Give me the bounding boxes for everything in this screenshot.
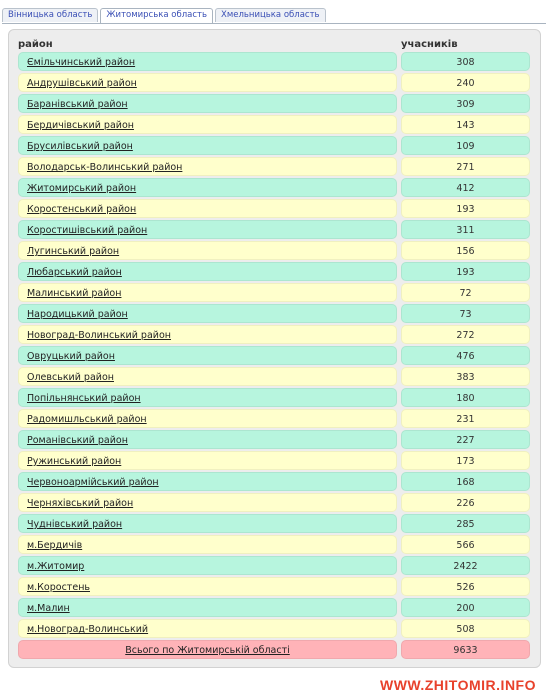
district-link[interactable]: Малинський район [27, 288, 122, 299]
district-cell [18, 409, 397, 428]
participants-table-panel [8, 29, 541, 668]
table-row [18, 178, 530, 197]
participants-count-cell: 231 [401, 409, 530, 428]
district-link[interactable]: Ємільчинський район [27, 57, 136, 68]
district-link[interactable]: м.Новоград-Волинський [27, 624, 149, 635]
table-row [18, 241, 530, 260]
district-cell [18, 283, 397, 302]
district-link[interactable]: Олевський район [27, 372, 114, 383]
table-row [18, 598, 530, 617]
district-link[interactable]: Житомирський район [27, 183, 137, 194]
table-row [18, 367, 530, 386]
district-link[interactable]: м.Житомир [27, 561, 85, 572]
participants-count-cell: 566 [401, 535, 530, 554]
table-row [18, 157, 530, 176]
tab-zhytomyr[interactable]: Житомирська область [100, 8, 213, 24]
district-link[interactable]: Ружинський район [27, 456, 122, 467]
table-row [18, 220, 530, 239]
tab-divider [2, 23, 546, 24]
participants-count-cell: 200 [401, 598, 530, 617]
table-row [18, 73, 530, 92]
participants-count-cell: 412 [401, 178, 530, 197]
district-link[interactable]: Брусилівський район [27, 141, 133, 152]
district-cell [18, 535, 397, 554]
district-link[interactable]: Коростишівський район [27, 225, 148, 236]
total-count-cell: 9633 [401, 640, 530, 659]
district-cell [18, 493, 397, 512]
district-cell [18, 367, 397, 386]
table-row [18, 535, 530, 554]
participants-count-cell: 272 [401, 325, 530, 344]
total-label-cell [18, 640, 397, 659]
participants-count-cell: 193 [401, 262, 530, 281]
district-cell [18, 241, 397, 260]
participants-count-cell: 156 [401, 241, 530, 260]
participants-count-cell: 226 [401, 493, 530, 512]
district-link[interactable]: Радомишльський район [27, 414, 147, 425]
district-cell [18, 136, 397, 155]
district-cell [18, 472, 397, 491]
participants-count-cell: 143 [401, 115, 530, 134]
district-cell [18, 157, 397, 176]
district-cell [18, 52, 397, 71]
district-cell [18, 115, 397, 134]
table-row [18, 409, 530, 428]
district-cell [18, 262, 397, 281]
district-link[interactable]: Лугинський район [27, 246, 120, 257]
district-link[interactable]: м.Коростень [27, 582, 90, 593]
participants-count-cell: 308 [401, 52, 530, 71]
district-cell [18, 556, 397, 575]
participants-count-cell: 285 [401, 514, 530, 533]
table-row [18, 304, 530, 323]
participants-count-cell: 173 [401, 451, 530, 470]
district-link[interactable]: Романівський район [27, 435, 128, 446]
district-cell [18, 325, 397, 344]
district-cell [18, 199, 397, 218]
district-link[interactable]: Народицький район [27, 309, 128, 320]
participants-count-cell: 526 [401, 577, 530, 596]
district-link[interactable]: Новоград-Волинський район [27, 330, 171, 341]
total-row [18, 640, 530, 659]
participants-count-cell: 180 [401, 388, 530, 407]
participants-count-cell: 168 [401, 472, 530, 491]
tab-khmelnytskyi[interactable]: Хмельницька область [215, 8, 326, 22]
participants-count-cell: 240 [401, 73, 530, 92]
district-cell [18, 73, 397, 92]
participants-count-cell: 311 [401, 220, 530, 239]
table-row [18, 199, 530, 218]
table-row [18, 514, 530, 533]
district-link[interactable]: Володарськ-Волинський район [27, 162, 183, 173]
district-cell [18, 577, 397, 596]
total-link[interactable]: Всього по Житомирській області [125, 645, 290, 656]
district-link[interactable]: м.Малин [27, 603, 70, 614]
table-row [18, 346, 530, 365]
participants-count-cell: 109 [401, 136, 530, 155]
participants-count-cell: 193 [401, 199, 530, 218]
district-link[interactable]: м.Бердичів [27, 540, 83, 551]
table-row [18, 556, 530, 575]
district-cell [18, 220, 397, 239]
header-district: район [18, 39, 53, 50]
district-cell [18, 514, 397, 533]
table-row [18, 388, 530, 407]
table-row [18, 493, 530, 512]
tab-vinnytsia[interactable]: Вінницька область [2, 8, 98, 22]
participants-count-cell: 72 [401, 283, 530, 302]
district-cell [18, 451, 397, 470]
table-row [18, 94, 530, 113]
region-tabs [2, 8, 328, 23]
participants-count-cell: 476 [401, 346, 530, 365]
district-link[interactable]: Любарський район [27, 267, 122, 278]
header-participants: учасників [401, 39, 458, 50]
participants-count-cell: 73 [401, 304, 530, 323]
district-cell [18, 304, 397, 323]
table-row [18, 472, 530, 491]
table-row [18, 52, 530, 71]
table-row [18, 451, 530, 470]
table-row [18, 115, 530, 134]
district-cell [18, 388, 397, 407]
district-cell [18, 598, 397, 617]
district-link[interactable]: Андрушівський район [27, 78, 137, 89]
table-row [18, 430, 530, 449]
participants-count-cell: 271 [401, 157, 530, 176]
district-cell [18, 619, 397, 638]
district-link[interactable]: Червоноармійський район [27, 477, 159, 488]
table-row [18, 262, 530, 281]
district-cell [18, 94, 397, 113]
participants-count-cell: 383 [401, 367, 530, 386]
district-link[interactable]: Бердичівський район [27, 120, 134, 131]
table-row [18, 325, 530, 344]
table-row [18, 577, 530, 596]
participants-count-cell: 309 [401, 94, 530, 113]
table-row [18, 136, 530, 155]
participants-count-cell: 2422 [401, 556, 530, 575]
district-link[interactable]: Попільнянський район [27, 393, 141, 404]
district-link[interactable]: Черняхівський район [27, 498, 134, 509]
site-watermark: WWW.ZHITOMIR.INFO [380, 677, 536, 693]
district-cell [18, 346, 397, 365]
district-link[interactable]: Чуднівський район [27, 519, 123, 530]
table-row [18, 283, 530, 302]
district-cell [18, 430, 397, 449]
district-cell [18, 178, 397, 197]
district-link[interactable]: Коростенський район [27, 204, 137, 215]
district-link[interactable]: Баранівський район [27, 99, 128, 110]
table-row [18, 619, 530, 638]
participants-count-cell: 227 [401, 430, 530, 449]
participants-count-cell: 508 [401, 619, 530, 638]
district-link[interactable]: Овруцький район [27, 351, 115, 362]
